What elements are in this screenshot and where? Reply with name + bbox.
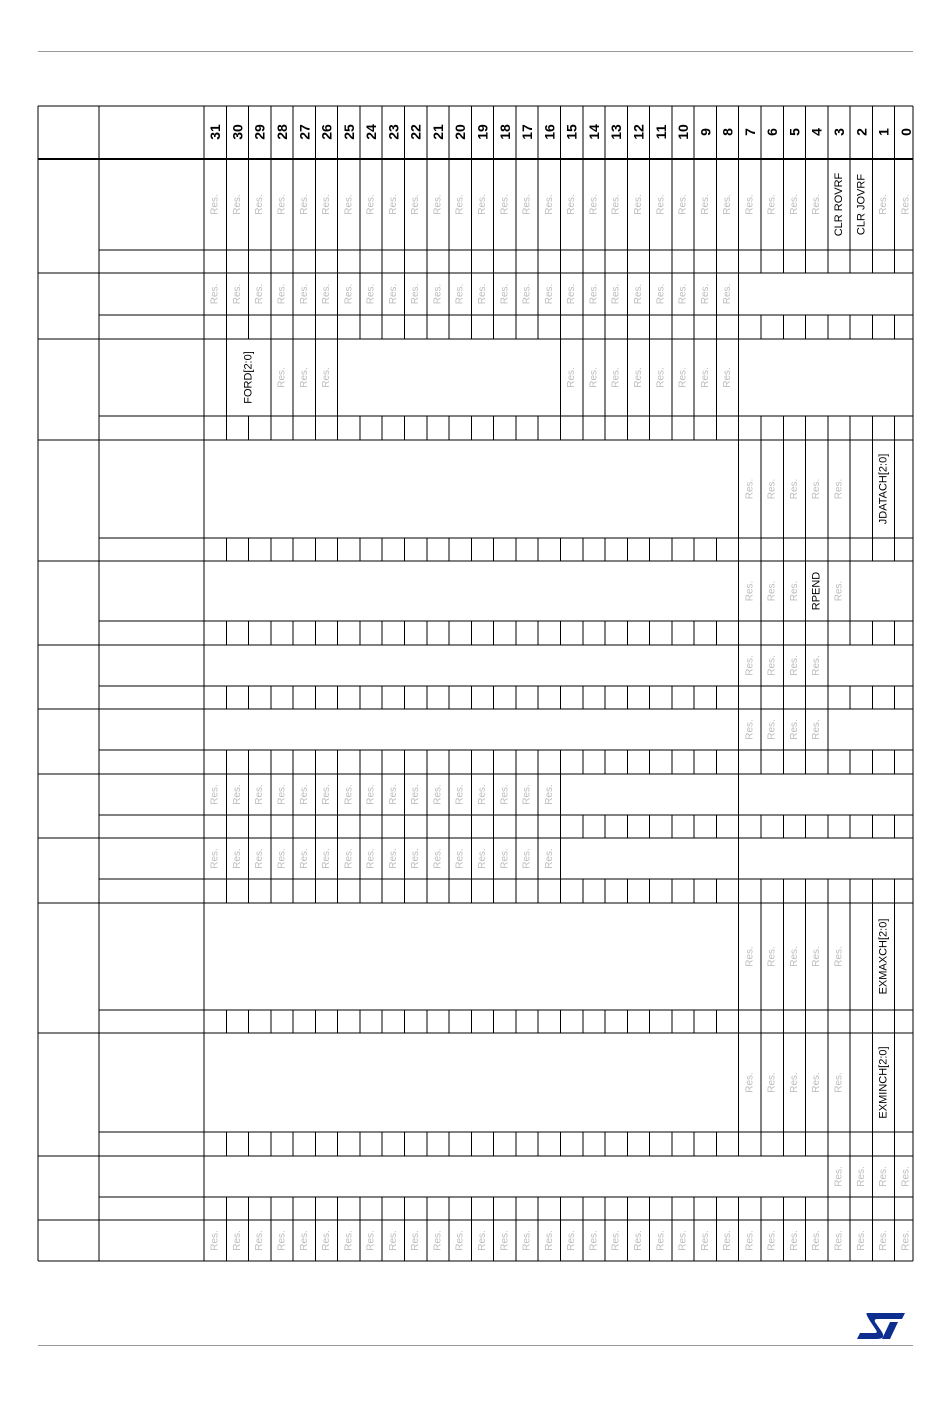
reserved-bit-label: Res. bbox=[543, 784, 555, 805]
reserved-bit-label: Res. bbox=[833, 580, 845, 602]
bit-number-label: 23 bbox=[385, 124, 402, 140]
bit-number-label: 28 bbox=[273, 124, 290, 140]
reserved-bit-label: Res. bbox=[477, 848, 489, 869]
reserved-bit-label: Res. bbox=[321, 848, 333, 869]
reserved-bit-label: Res. bbox=[254, 848, 266, 869]
reserved-bit-label: Res. bbox=[231, 784, 243, 805]
bit-number-label: 2 bbox=[853, 128, 870, 136]
reserved-bit-label: Res. bbox=[365, 194, 377, 215]
st-logo-t-icon bbox=[882, 1322, 898, 1339]
reserved-bit-label: Res. bbox=[209, 1230, 221, 1251]
reserved-bit-label: Res. bbox=[499, 784, 511, 805]
field-name-label: CLR ROVRF bbox=[833, 172, 846, 237]
reserved-bit-label: Res. bbox=[766, 580, 778, 602]
reserved-bit-label: Res. bbox=[655, 1230, 667, 1251]
reserved-bit-label: Res. bbox=[543, 283, 555, 305]
reserved-bit-label: Res. bbox=[499, 194, 511, 215]
reserved-bit-label: Res. bbox=[833, 478, 845, 500]
bit-number-label: 25 bbox=[340, 124, 357, 140]
reserved-bit-label: Res. bbox=[766, 655, 778, 676]
reserved-bit-label: Res. bbox=[254, 194, 266, 215]
reserved-bit-label: Res. bbox=[744, 580, 756, 602]
reserved-bit-label: Res. bbox=[298, 848, 310, 869]
reserved-bit-label: Res. bbox=[566, 1230, 578, 1251]
bit-number-label: 10 bbox=[675, 124, 692, 140]
reserved-bit-label: Res. bbox=[521, 1230, 533, 1251]
reserved-bit-label: Res. bbox=[343, 1230, 355, 1251]
reserved-bit-label: Res. bbox=[343, 283, 355, 305]
reserved-bit-label: Res. bbox=[900, 194, 912, 215]
reserved-bit-label: Res. bbox=[744, 1072, 756, 1093]
reserved-bit-label: Res. bbox=[766, 1072, 778, 1093]
bit-number-label: 12 bbox=[630, 124, 647, 140]
st-logo-s-icon bbox=[857, 1313, 905, 1339]
reserved-bit-label: Res. bbox=[744, 478, 756, 500]
reserved-bit-label: Res. bbox=[788, 719, 800, 740]
reserved-bit-label: Res. bbox=[655, 194, 667, 215]
reserved-bit-label: Res. bbox=[766, 1230, 778, 1251]
reserved-bit-label: Res. bbox=[900, 1230, 912, 1251]
reserved-bit-label: Res. bbox=[231, 283, 243, 305]
reserved-bit-label: Res. bbox=[610, 194, 622, 215]
bit-number-label: 14 bbox=[585, 124, 602, 140]
reserved-bit-label: Res. bbox=[699, 1230, 711, 1251]
reserved-bit-label: Res. bbox=[276, 1230, 288, 1251]
reserved-bit-label: Res. bbox=[722, 283, 734, 305]
reserved-bit-label: Res. bbox=[410, 784, 422, 805]
reserved-bit-label: Res. bbox=[855, 1230, 867, 1251]
reserved-bit-label: Res. bbox=[655, 283, 667, 305]
reserved-bit-label: Res. bbox=[454, 1230, 466, 1251]
bit-number-label: 19 bbox=[474, 124, 491, 140]
reserved-bit-label: Res. bbox=[744, 946, 756, 967]
reserved-bit-label: Res. bbox=[632, 367, 644, 388]
reserved-bit-label: Res. bbox=[321, 784, 333, 805]
reserved-bit-label: Res. bbox=[632, 283, 644, 305]
reserved-bit-label: Res. bbox=[432, 194, 444, 215]
bit-number-label: 4 bbox=[808, 128, 825, 136]
reserved-bit-label: Res. bbox=[878, 194, 890, 215]
reserved-bit-label: Res. bbox=[722, 367, 734, 388]
footer-rule bbox=[38, 1345, 913, 1346]
bit-number-label: 17 bbox=[519, 124, 536, 140]
reserved-bit-label: Res. bbox=[343, 848, 355, 869]
reserved-bit-label: Res. bbox=[276, 848, 288, 869]
bit-number-label: 5 bbox=[786, 128, 803, 136]
reserved-bit-label: Res. bbox=[298, 784, 310, 805]
bit-number-label: 18 bbox=[496, 124, 513, 140]
field-name-label: FORD[2:0] bbox=[242, 351, 255, 404]
reserved-bit-label: Res. bbox=[677, 194, 689, 215]
reserved-bit-label: Res. bbox=[833, 1166, 845, 1187]
field-name-label: RPEND bbox=[810, 571, 823, 611]
reserved-bit-label: Res. bbox=[788, 1072, 800, 1093]
reserved-bit-label: Res. bbox=[521, 848, 533, 869]
bit-number-label: 9 bbox=[697, 128, 714, 136]
bit-number-label: 0 bbox=[897, 128, 914, 136]
reserved-bit-label: Res. bbox=[321, 1230, 333, 1251]
reserved-bit-label: Res. bbox=[566, 194, 578, 215]
reserved-bit-label: Res. bbox=[588, 194, 600, 215]
reserved-bit-label: Res. bbox=[410, 194, 422, 215]
reserved-bit-label: Res. bbox=[833, 946, 845, 967]
reserved-bit-label: Res. bbox=[811, 946, 823, 967]
reserved-bit-label: Res. bbox=[387, 848, 399, 869]
reserved-bit-label: Res. bbox=[855, 1166, 867, 1187]
bit-number-label: 21 bbox=[429, 124, 446, 140]
reserved-bit-label: Res. bbox=[588, 367, 600, 388]
bit-number-label: 13 bbox=[608, 124, 625, 140]
reserved-bit-label: Res. bbox=[387, 194, 399, 215]
reserved-bit-label: Res. bbox=[298, 1230, 310, 1251]
reserved-bit-label: Res. bbox=[811, 655, 823, 676]
reserved-bit-label: Res. bbox=[788, 194, 800, 215]
reserved-bit-label: Res. bbox=[788, 1230, 800, 1251]
reserved-bit-label: Res. bbox=[477, 283, 489, 305]
reserved-bit-label: Res. bbox=[878, 1230, 890, 1251]
reserved-bit-label: Res. bbox=[677, 367, 689, 388]
bit-number-label: 31 bbox=[207, 124, 224, 140]
bit-number-label: 29 bbox=[251, 124, 268, 140]
reserved-bit-label: Res. bbox=[410, 283, 422, 305]
reserved-bit-label: Res. bbox=[387, 784, 399, 805]
reserved-bit-label: Res. bbox=[811, 478, 823, 500]
reserved-bit-label: Res. bbox=[632, 194, 644, 215]
reserved-bit-label: Res. bbox=[209, 848, 221, 869]
reserved-bit-label: Res. bbox=[276, 283, 288, 305]
reserved-bit-label: Res. bbox=[632, 1230, 644, 1251]
bit-number-label: 26 bbox=[318, 124, 335, 140]
reserved-bit-label: Res. bbox=[343, 784, 355, 805]
reserved-bit-label: Res. bbox=[276, 194, 288, 215]
reserved-bit-label: Res. bbox=[432, 784, 444, 805]
reserved-bit-label: Res. bbox=[788, 580, 800, 602]
reserved-bit-label: Res. bbox=[298, 194, 310, 215]
reserved-bit-label: Res. bbox=[499, 283, 511, 305]
bit-number-label: 30 bbox=[229, 124, 246, 140]
reserved-bit-label: Res. bbox=[477, 194, 489, 215]
reserved-bit-label: Res. bbox=[699, 283, 711, 305]
bit-number-label: 22 bbox=[407, 124, 424, 140]
reserved-bit-label: Res. bbox=[298, 367, 310, 388]
reserved-bit-label: Res. bbox=[209, 194, 221, 215]
field-name-label: EXMAXCH[2:0] bbox=[877, 918, 890, 995]
reserved-bit-label: Res. bbox=[833, 1072, 845, 1093]
reserved-bit-label: Res. bbox=[677, 1230, 689, 1251]
reserved-bit-label: Res. bbox=[788, 478, 800, 500]
reserved-bit-label: Res. bbox=[744, 1230, 756, 1251]
bit-number-label: 7 bbox=[741, 128, 758, 136]
bit-number-label: 24 bbox=[363, 124, 380, 140]
reserved-bit-label: Res. bbox=[543, 848, 555, 869]
reserved-bit-label: Res. bbox=[811, 719, 823, 740]
reserved-bit-label: Res. bbox=[610, 367, 622, 388]
bit-number-label: 8 bbox=[719, 128, 736, 136]
reserved-bit-label: Res. bbox=[432, 283, 444, 305]
reserved-bit-label: Res. bbox=[454, 784, 466, 805]
reserved-bit-label: Res. bbox=[276, 367, 288, 388]
reserved-bit-label: Res. bbox=[521, 283, 533, 305]
reserved-bit-label: Res. bbox=[744, 655, 756, 676]
reserved-bit-label: Res. bbox=[521, 194, 533, 215]
reserved-bit-label: Res. bbox=[610, 283, 622, 305]
reserved-bit-label: Res. bbox=[610, 1230, 622, 1251]
reserved-bit-label: Res. bbox=[410, 848, 422, 869]
reserved-bit-label: Res. bbox=[343, 194, 355, 215]
reserved-bit-label: Res. bbox=[543, 194, 555, 215]
reserved-bit-label: Res. bbox=[677, 283, 689, 305]
reserved-bit-label: Res. bbox=[365, 784, 377, 805]
reserved-bit-label: Res. bbox=[566, 367, 578, 388]
reserved-bit-label: Res. bbox=[410, 1230, 422, 1251]
reserved-bit-label: Res. bbox=[811, 194, 823, 215]
reserved-bit-label: Res. bbox=[231, 848, 243, 869]
bit-number-label: 15 bbox=[563, 124, 580, 140]
reserved-bit-label: Res. bbox=[788, 946, 800, 967]
reserved-bit-label: Res. bbox=[788, 655, 800, 676]
bit-number-label: 6 bbox=[764, 128, 781, 136]
reserved-bit-label: Res. bbox=[254, 1230, 266, 1251]
reserved-bit-label: Res. bbox=[321, 367, 333, 388]
reserved-bit-label: Res. bbox=[566, 283, 578, 305]
field-name-label: EXMINCH[2:0] bbox=[877, 1046, 890, 1119]
field-name-label: CLR JOVRF bbox=[855, 173, 868, 236]
reserved-bit-label: Res. bbox=[744, 719, 756, 740]
reserved-bit-label: Res. bbox=[477, 784, 489, 805]
reserved-bit-label: Res. bbox=[454, 194, 466, 215]
reserved-bit-label: Res. bbox=[811, 1230, 823, 1251]
reserved-bit-label: Res. bbox=[766, 194, 778, 215]
bit-number-label: 3 bbox=[831, 128, 848, 136]
reserved-bit-label: Res. bbox=[878, 1166, 890, 1187]
reserved-bit-label: Res. bbox=[766, 719, 778, 740]
bit-number-label: 27 bbox=[296, 124, 313, 140]
reserved-bit-label: Res. bbox=[432, 1230, 444, 1251]
bit-number-label: 20 bbox=[452, 124, 469, 140]
reserved-bit-label: Res. bbox=[588, 283, 600, 305]
reserved-bit-label: Res. bbox=[298, 283, 310, 305]
bit-number-label: 1 bbox=[875, 128, 892, 136]
reserved-bit-label: Res. bbox=[387, 1230, 399, 1251]
reserved-bit-label: Res. bbox=[365, 283, 377, 305]
reserved-bit-label: Res. bbox=[588, 1230, 600, 1251]
reserved-bit-label: Res. bbox=[454, 848, 466, 869]
reserved-bit-label: Res. bbox=[254, 283, 266, 305]
reserved-bit-label: Res. bbox=[722, 194, 734, 215]
reserved-bit-label: Res. bbox=[231, 1230, 243, 1251]
reserved-bit-label: Res. bbox=[231, 194, 243, 215]
reserved-bit-label: Res. bbox=[209, 784, 221, 805]
reserved-bit-label: Res. bbox=[699, 367, 711, 388]
bit-number-label: 11 bbox=[652, 124, 669, 140]
reserved-bit-label: Res. bbox=[477, 1230, 489, 1251]
reserved-bit-label: Res. bbox=[900, 1166, 912, 1187]
reserved-bit-label: Res. bbox=[276, 784, 288, 805]
reserved-bit-label: Res. bbox=[811, 1072, 823, 1093]
reserved-bit-label: Res. bbox=[833, 1230, 845, 1251]
st-logo bbox=[853, 1311, 909, 1341]
reserved-bit-label: Res. bbox=[365, 1230, 377, 1251]
reserved-bit-label: Res. bbox=[521, 784, 533, 805]
reserved-bit-label: Res. bbox=[254, 784, 266, 805]
reserved-bit-label: Res. bbox=[722, 1230, 734, 1251]
reserved-bit-label: Res. bbox=[499, 1230, 511, 1251]
reserved-bit-label: Res. bbox=[432, 848, 444, 869]
reserved-bit-label: Res. bbox=[387, 283, 399, 305]
reserved-bit-label: Res. bbox=[499, 848, 511, 869]
bit-number-label: 16 bbox=[541, 124, 558, 140]
field-name-label: JDATACH[2:0] bbox=[877, 453, 890, 525]
reserved-bit-label: Res. bbox=[321, 194, 333, 215]
reserved-bit-label: Res. bbox=[766, 946, 778, 967]
reserved-bit-label: Res. bbox=[699, 194, 711, 215]
reserved-bit-label: Res. bbox=[655, 367, 667, 388]
reserved-bit-label: Res. bbox=[766, 478, 778, 500]
reserved-bit-label: Res. bbox=[321, 283, 333, 305]
reserved-bit-label: Res. bbox=[454, 283, 466, 305]
reserved-bit-label: Res. bbox=[209, 283, 221, 305]
reserved-bit-label: Res. bbox=[744, 194, 756, 215]
reserved-bit-label: Res. bbox=[543, 1230, 555, 1251]
reserved-bit-label: Res. bbox=[365, 848, 377, 869]
